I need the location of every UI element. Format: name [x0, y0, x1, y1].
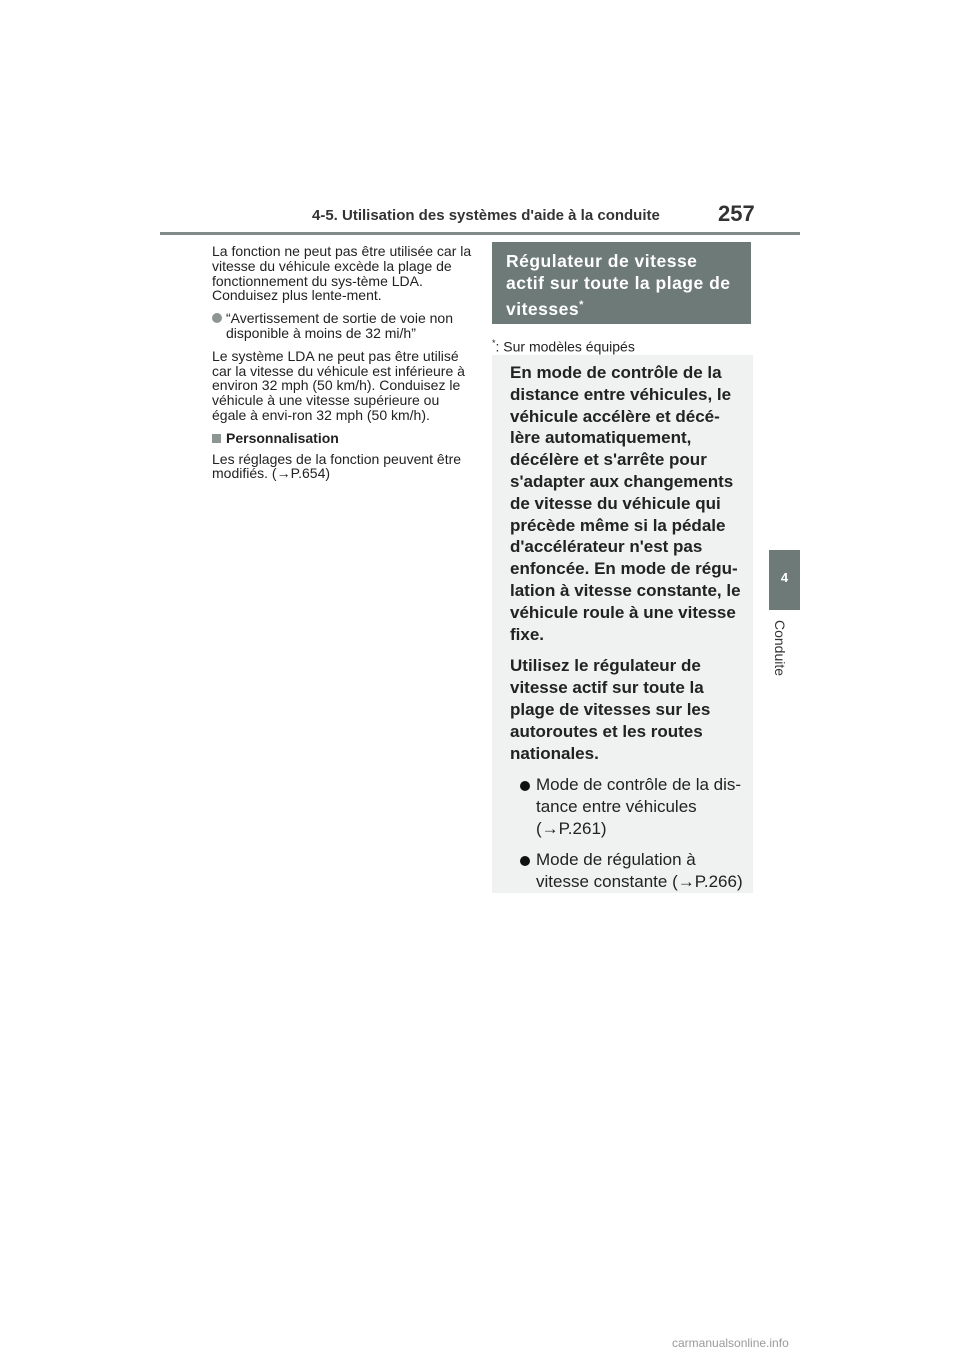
chapter-number: 4 [780, 570, 789, 585]
paragraph-lda-speed-below: Le système LDA ne peut pas être utilisé car la vitesse du véhicule est inférieure à environ 32 mph (50 km/h). Conduisez le véhicule à une vitesse supérieure ou égale à envi-ron 32 mph (50 km/h). [212, 347, 465, 423]
square-bullet-icon [212, 434, 221, 443]
footnote-asterisk: * [492, 338, 496, 348]
chapter-tab [769, 550, 800, 610]
watermark: carmanualsonline.info [672, 1336, 789, 1350]
info-bullet-distance-mode: Mode de contrôle de la dis-tance entre véhicules (→P.261) [510, 774, 743, 840]
info-paragraph-usage: Utilisez le régulateur de vitesse actif sur toute la plage de vitesses sur les autoroutes et les routes nationales. [510, 656, 711, 763]
bullet-text: “Avertissement de sortie de voie non disponible à moins de 32 mi/h” [226, 310, 453, 341]
info-box [492, 355, 753, 893]
footnote: *: Sur modèles équipés [492, 338, 635, 355]
section-title: Personnalisation [226, 429, 339, 446]
bullet-dot-icon [520, 856, 530, 866]
page-number: 257 [718, 201, 755, 226]
info-paragraph-description: En mode de contrôle de la distance entre véhicules, le véhicule accélère et décé-lère automatiquement, décélère et s'arrête pour s'adapter aux changements de vitesse du véhicule qui précède même si la pédale d'accélérateur n'est pas enfoncée. En mode de régu-lation à vitesse constante, le véhicule roule à une vitesse fixe. [510, 363, 741, 644]
section-header-title: 4-5. Utilisation des systèmes d'aide à la conduite [312, 207, 660, 224]
circle-bullet-icon [212, 313, 222, 323]
left-column [212, 244, 474, 489]
asterisk-mark: * [579, 299, 584, 311]
header-rule [160, 232, 800, 235]
paragraph-lda-speed-exceeded: La fonction ne peut pas être utilisée car la vitesse du véhicule excède la plage de fonctionnement du sys-tème LDA. Conduisez plus lente-ment. [212, 243, 472, 304]
bullet-warning-message [212, 311, 474, 341]
section-customization [212, 431, 474, 446]
bullet-dot-icon [520, 781, 530, 791]
feature-title-box [492, 242, 751, 324]
info-bullet-constant-speed-mode: Mode de régulation à vitesse constante (→P.266) [510, 849, 743, 893]
paragraph-customization: Les réglages de la fonction peuvent être modifiés. (→P.654) [212, 450, 462, 482]
chapter-label: Conduite [772, 620, 788, 677]
feature-title: Régulateur de vitesse actif sur toute la plage de vitesses* [506, 251, 731, 319]
